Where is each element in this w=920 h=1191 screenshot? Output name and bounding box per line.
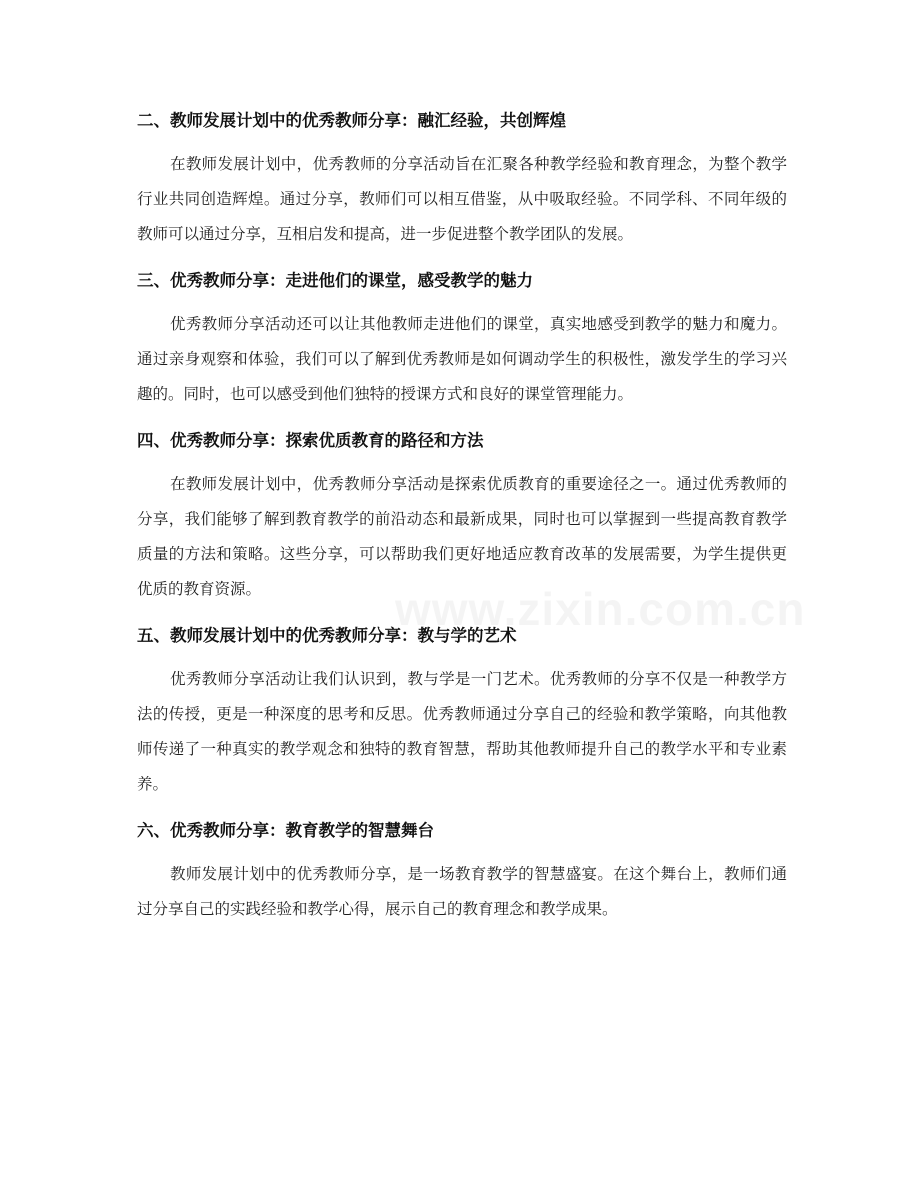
section-paragraph: 教师发展计划中的优秀教师分享，是一场教育教学的智慧盛宴。在这个舞台上，教师们通过分享自己的实践经验和教学心得，展示自己的教育理念和教学成果。 [137, 865, 787, 918]
document-content [137, 103, 787, 938]
section [137, 103, 787, 252]
section-paragraph: 优秀教师分享活动让我们认识到，教与学是一门艺术。优秀教师的分享不仅是一种教学方法的传授，更是一种深度的思考和反思。优秀教师通过分享自己的经验和教学策略，向其他教师传递了一种真实的教学观念和独特的教育智慧，帮助其他教师提升自己的教学水平和专业素养。 [137, 670, 787, 793]
section [137, 423, 787, 607]
section [137, 618, 787, 802]
section-heading: 三、优秀教师分享：走进他们的课堂，感受教学的魅力 [137, 271, 533, 290]
section-paragraph: 优秀教师分享活动还可以让其他教师走进他们的课堂，真实地感受到教学的魅力和魔力。通过亲身观察和体验，我们可以了解到优秀教师是如何调动学生的积极性，激发学生的学习兴趣的。同时，也可以感受到他们独特的授课方式和良好的课堂管理能力。 [137, 315, 787, 403]
section [137, 263, 787, 412]
section [137, 813, 787, 927]
section-paragraph: 在教师发展计划中，优秀教师分享活动是探索优质教育的重要途径之一。通过优秀教师的分享，我们能够了解到教育教学的前沿动态和最新成果，同时也可以掌握到一些提高教育教学质量的方法和策略。这些分享，可以帮助我们更好地适应教育改革的发展需要，为学生提供更优质的教育资源。 [137, 475, 787, 598]
section-heading: 四、优秀教师分享：探索优质教育的路径和方法 [137, 431, 484, 450]
section-heading: 五、教师发展计划中的优秀教师分享：教与学的艺术 [137, 626, 517, 645]
section-heading: 二、教师发展计划中的优秀教师分享：融汇经验，共创辉煌 [137, 111, 566, 130]
section-heading: 六、优秀教师分享：教育教学的智慧舞台 [137, 821, 434, 840]
section-paragraph: 在教师发展计划中，优秀教师的分享活动旨在汇聚各种教学经验和教育理念，为整个教学行业共同创造辉煌。通过分享，教师们可以相互借鉴，从中吸取经验。不同学科、不同年级的教师可以通过分享，互相启发和提高，进一步促进整个教学团队的发展。 [137, 155, 787, 243]
